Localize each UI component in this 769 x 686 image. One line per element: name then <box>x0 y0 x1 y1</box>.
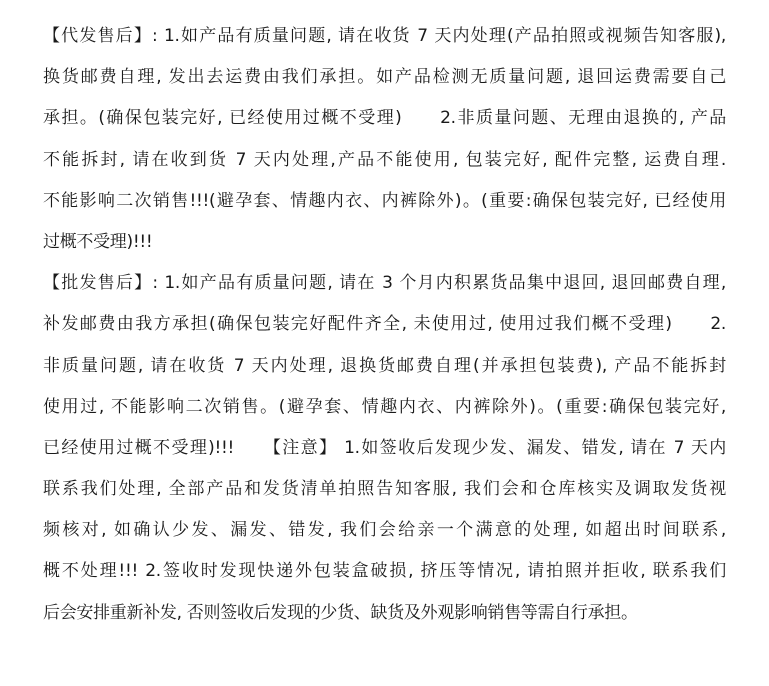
text-line: 【代发售后】: 1.如产品有质量问题, 请在收货 7 天内处理(产品拍照或视频告知客服), <box>43 26 726 46</box>
after-sales-policy-document <box>43 16 726 634</box>
text-line: 不能影响二次销售!!!(避孕套、情趣内衣、内裤除外)。(重要:确保包装完好, 已经使用 <box>43 190 726 211</box>
text-line: 联系我们处理, 全部产品和发货清单拍照告知客服, 我们会和仓库核实及调取发货视 <box>43 479 726 500</box>
text-line: 补发邮费由我方承担(确保包装完好配件齐全, 未使用过, 使用过我们概不受理) 2. <box>43 314 726 335</box>
text-line: 不能拆封, 请在收到货 7 天内处理,产品不能使用, 包装完好, 配件完整, 运费自理. <box>43 149 726 170</box>
text-line: 【批发售后】: 1.如产品有质量问题, 请在 3 个月内积累货品集中退回, 退回邮费自理, <box>43 273 726 294</box>
text-line: 后会安排重新补发, 否则签收后发现的少货、缺货及外观影响销售等需自行承担。 <box>43 602 638 623</box>
wholesale-after-sales-paragraph <box>43 263 726 634</box>
dropship-after-sales-paragraph <box>43 16 726 263</box>
text-line: 概不处理!!! 2.签收时发现快递外包装盒破损, 挤压等情况, 请拍照并拒收, 联系我们 <box>43 561 726 582</box>
text-line: 换货邮费自理, 发出去运费由我们承担。如产品检测无质量问题, 退回运费需要自己 <box>43 67 726 88</box>
text-line: 已经使用过概不受理)!!! 【注意】 1.如签收后发现少发、漏发、错发, 请在 7 天内 <box>43 437 726 458</box>
text-line: 过概不受理)!!! <box>43 231 153 252</box>
text-line: 频核对, 如确认少发、漏发、错发, 我们会给亲一个满意的处理, 如超出时间联系, <box>43 520 726 541</box>
text-line: 非质量问题, 请在收货 7 天内处理, 退换货邮费自理(并承担包装费), 产品不能拆封 <box>43 355 726 376</box>
text-line: 使用过, 不能影响二次销售。(避孕套、情趣内衣、内裤除外)。(重要:确保包装完好, <box>43 396 726 417</box>
text-line: 承担。(确保包装完好, 已经使用过概不受理) 2.非质量问题、无理由退换的, 产品 <box>43 108 726 129</box>
